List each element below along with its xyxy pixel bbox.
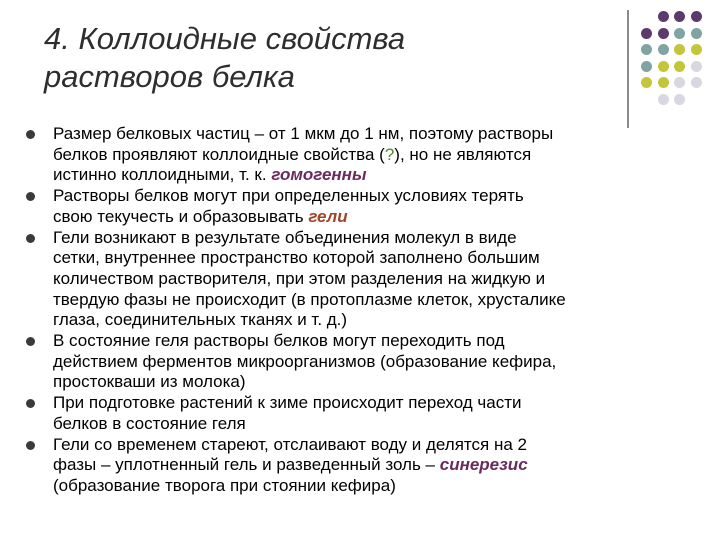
decorative-dot-grid [641,11,713,107]
decorative-dot [691,28,702,39]
decorative-dot [674,94,685,105]
decorative-dot [674,11,685,22]
decorative-dot [641,77,652,88]
bullet-item-gels: Растворы белков могут при определенных условиях терять свою текучесть и образовывать гели [20,186,710,227]
bullet-item-gel-formation: Гели возникают в результате объединения молекул в виде сетки, внутреннее пространство которой заполнено большим количеством растворителя, при этом разделения на жидкую и твердую фазы не происходит (в протоплазме клеток, хрусталике глаза, соединительных тканях и т. д.) [20,228,710,332]
bullet-item-syneresis: Гели со временем стареют, отслаивают воду и делятся на 2 фазы – уплотненный гель и разведенный золь – синерезис (образование творога при стоянии кефира) [20,435,710,497]
bullet-dot-icon [26,130,35,139]
bullet-item-enzymes: В состояние геля растворы белков могут переходить под действием ферментов микроорганизмов (образование кефира, простокваши из молока) [20,331,710,393]
decorative-dot [658,44,669,55]
decorative-dot [691,77,702,88]
decorative-dot [641,28,652,39]
bullet-item-particle-size: Размер белковых частиц – от 1 мкм до 1 нм, поэтому растворы белков проявляют коллоидные свойства (?), но не являются истинно коллоидными, т. к. гомогенны [20,124,710,186]
decorative-dot [691,61,702,72]
decorative-dot [658,11,669,22]
bullet-dot-icon [26,441,35,450]
slide-title [44,20,604,96]
decorative-dot [691,44,702,55]
decorative-dot [658,28,669,39]
decorative-dot [658,77,669,88]
bullet-list [20,124,710,497]
bullet-dot-icon [26,192,35,201]
bullet-item-plants-winter: При подготовке растений к зиме происходит переход части белков в состояние геля [20,393,710,434]
decorative-dot [641,44,652,55]
decorative-dot [674,77,685,88]
decorative-dot [674,44,685,55]
term-homogeneous: гомогенны [271,165,367,185]
decorative-dot [691,11,702,22]
question-mark: ? [384,144,395,164]
slide-title-line-2: растворов белка [44,59,295,94]
bullet-dot-icon [26,399,35,408]
decorative-dot [674,28,685,39]
bullet-dot-icon [26,234,35,243]
term-syneresis: синерезис [439,455,528,475]
term-gels: гели [308,206,348,226]
decorative-dot [641,61,652,72]
bullet-dot-icon [26,337,35,346]
decorative-dot [674,61,685,72]
decorative-divider-line [627,10,629,128]
decorative-dot [658,94,669,105]
decorative-dot [658,61,669,72]
slide-title-line-1: 4. Коллоидные свойства [44,21,406,56]
